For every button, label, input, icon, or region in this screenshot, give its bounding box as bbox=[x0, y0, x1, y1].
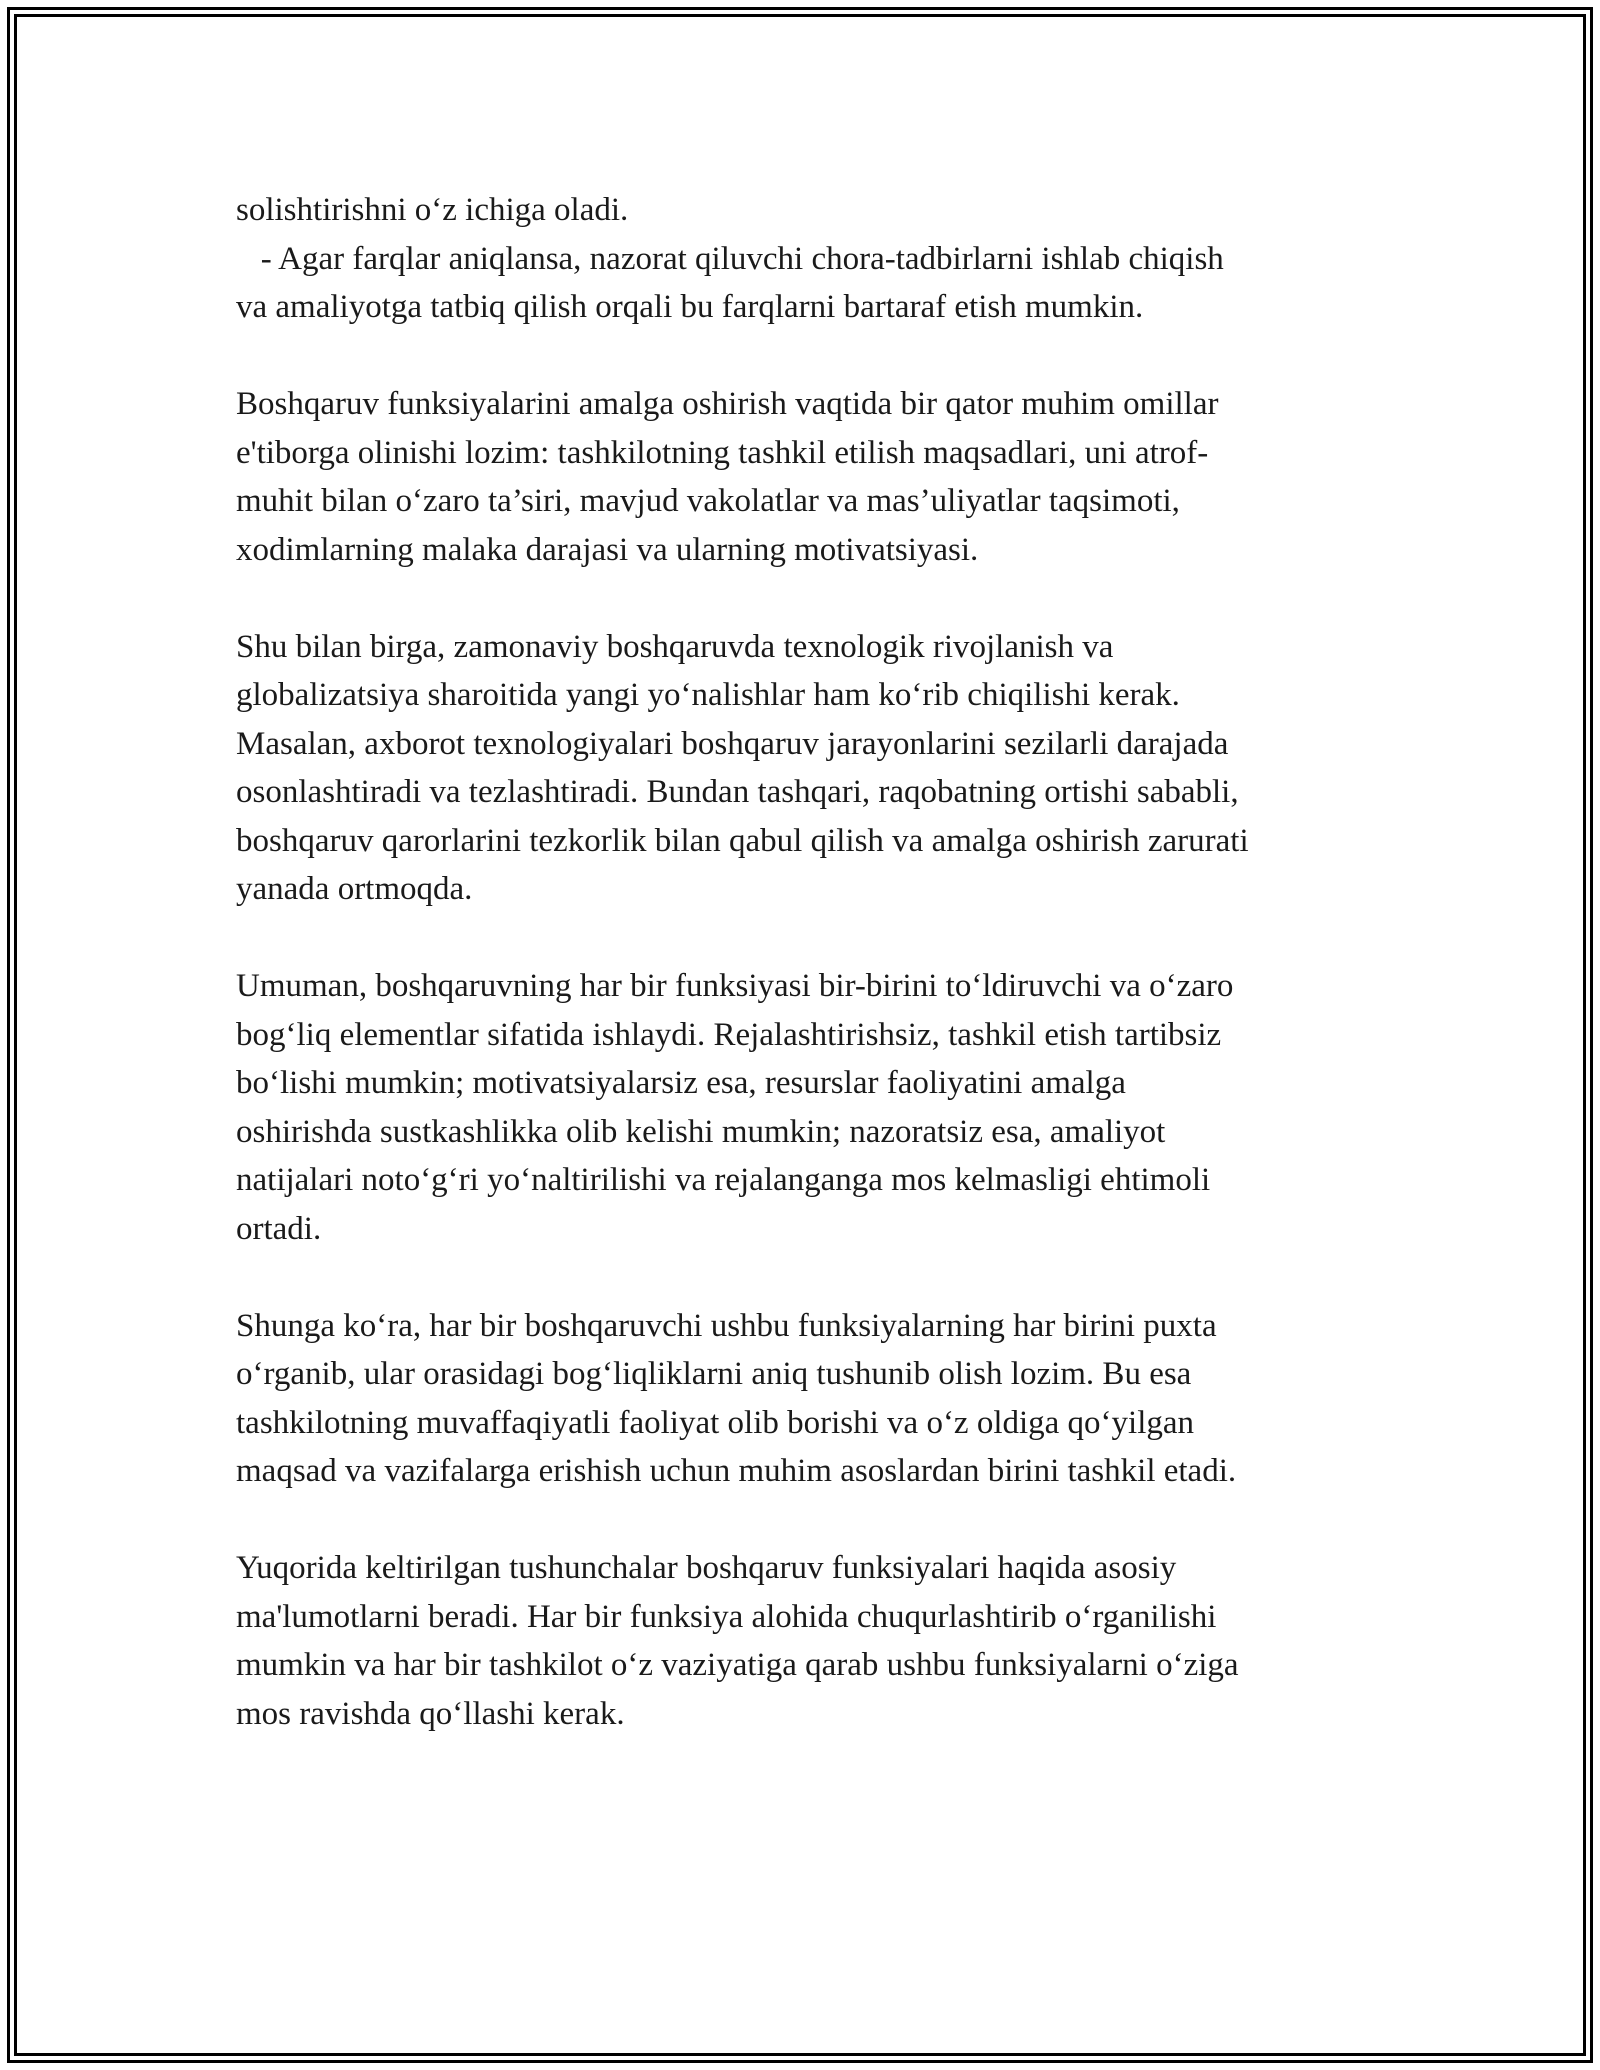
text-line: Shu bilan birga, zamonaviy boshqaruvda texnologik rivojlanish va bbox=[236, 628, 1114, 665]
text-line: va amaliyotga tatbiq qilish orqali bu farqlarni bartaraf etish mumkin. bbox=[236, 289, 1144, 325]
paragraph-5 bbox=[236, 1302, 1366, 1496]
text-line: o‘rganib, ular orasidagi bog‘liqliklarni aniq tushunib olish lozim. Bu esa bbox=[236, 1356, 1192, 1392]
text-line: mos ravishda qo‘llashi kerak. bbox=[236, 1695, 625, 1732]
text-line: maqsad va vazifalarga erishish uchun muhim asoslardan birini tashkil etadi. bbox=[236, 1453, 1237, 1489]
text-line: solishtirishni o‘z ichiga oladi. bbox=[236, 192, 629, 228]
text-line: yanada ortmoqda. bbox=[236, 871, 473, 907]
text-line: osonlashtiradi va tezlashtiradi. Bundan tashqari, raqobatning ortishi sababli, bbox=[236, 774, 1239, 810]
text-line: Umuman, boshqaruvning har bir funksiyasi bir-birini to‘ldiruvchi va o‘zaro bbox=[236, 968, 1234, 1004]
text-line: xodimlarning malaka darajasi va ularning motivatsiyasi. bbox=[236, 531, 979, 568]
text-line: oshirishda sustkashlikka olib kelishi mumkin; nazoratsiz esa, amaliyot bbox=[236, 1113, 1166, 1150]
text-line: Shunga ko‘ra, har bir boshqaruvchi ushbu funksiyalarning har birini puxta bbox=[236, 1307, 1217, 1344]
text-line: Boshqaruv funksiyalarini amalga oshirish vaqtida bir qator muhim omillar bbox=[236, 386, 1219, 422]
paragraph-1 bbox=[236, 186, 1366, 332]
text-line: mumkin va har bir tashkilot o‘z vaziyatiga qarab ushbu funksiyalarni o‘ziga bbox=[236, 1647, 1239, 1683]
text-line: tashkilotning muvaffaqiyatli faoliyat olib borishi va o‘z oldiga qo‘yilgan bbox=[236, 1404, 1195, 1441]
text-line: ortadi. bbox=[236, 1210, 322, 1247]
text-line: Yuqorida keltirilgan tushunchalar boshqaruv funksiyalari haqida asosiy bbox=[236, 1550, 1177, 1586]
text-line: globalizatsiya sharoitida yangi yo‘nalishlar ham ko‘rib chiqilishi kerak. bbox=[236, 677, 1180, 713]
text-line: bo‘lishi mumkin; motivatsiyalarsiz esa, resurslar faoliyatini amalga bbox=[236, 1065, 1126, 1101]
text-line: bog‘liq elementlar sifatida ishlaydi. Rejalashtirishsiz, tashkil etish tartibsiz bbox=[236, 1016, 1222, 1053]
text-line: e'tiborga olinishi lozim: tashkilotning tashkil etilish maqsadlari, uni atrof- bbox=[236, 434, 1209, 471]
paragraph-2 bbox=[236, 380, 1366, 574]
text-line: - Agar farqlar aniqlansa, nazorat qiluvchi chora-tadbirlarni ishlab chiqish bbox=[236, 240, 1224, 277]
paragraph-3 bbox=[236, 623, 1366, 914]
paragraph-6 bbox=[236, 1544, 1366, 1738]
text-line: natijalari noto‘g‘ri yo‘naltirilishi va rejalanganga mos kelmasligi ehtimoli bbox=[236, 1162, 1211, 1198]
text-line: muhit bilan o‘zaro ta’siri, mavjud vakolatlar va mas’uliyatlar taqsimoti, bbox=[236, 483, 1180, 519]
text-line: boshqaruv qarorlarini tezkorlik bilan qabul qilish va amalga oshirish zarurati bbox=[236, 822, 1249, 859]
paragraph-4 bbox=[236, 962, 1366, 1253]
text-line: Masalan, axborot texnologiyalari boshqaruv jarayonlarini sezilarli darajada bbox=[236, 725, 1229, 762]
text-line: ma'lumotlarni beradi. Har bir funksiya alohida chuqurlashtirib o‘rganilishi bbox=[236, 1598, 1217, 1635]
document-body bbox=[236, 186, 1366, 1787]
